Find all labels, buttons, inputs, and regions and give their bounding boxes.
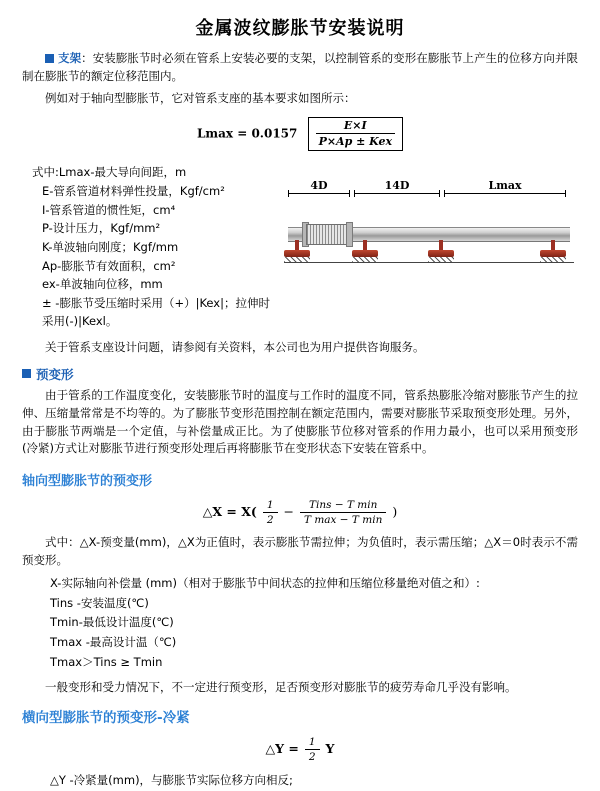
legend-item: E-管系管道材料弹性投量，Kgf/cm² xyxy=(42,184,225,199)
legend-item: I-管系管道的惯性矩，cm⁴ xyxy=(42,202,176,217)
formula-lateral-coldpull xyxy=(22,736,578,763)
formula-lmax xyxy=(22,117,578,151)
ground-line xyxy=(284,262,574,263)
diagram-column xyxy=(278,157,578,299)
formula-axial-rhs: ) xyxy=(392,504,398,520)
formula-axial-minus: − xyxy=(283,504,294,520)
blue-square-bullet-icon xyxy=(22,369,31,378)
legend-column xyxy=(22,157,272,335)
axial-variable-line: X-实际轴向补偿量 (mm)（相对于膨胀节中间状态的拉伸和压缩位移量绝对值之和）: xyxy=(50,575,480,590)
formula-lmax-denominator: P×Ap ± Kex xyxy=(318,135,393,149)
pipe-assembly xyxy=(278,207,574,271)
formula-lmax-numerator: E×I xyxy=(316,119,395,134)
formula-lateral-half: $\frac{1}{2}$ xyxy=(305,736,320,763)
legend-item: P-设计压力，Kgf/mm² xyxy=(42,221,161,236)
legend-item: K-单波轴向刚度；Kgf/mm xyxy=(42,239,179,254)
axial-variable-line: Tins -安装温度(℃) xyxy=(50,595,149,610)
pipe-support-diagram xyxy=(278,179,574,299)
bracket-section-example: 例如对于轴向型膨胀节，它对管系支座的基本要求如图所示： xyxy=(45,90,356,105)
axial-formula-explanation: 式中：△X-预变量(mm)，△X为正值时，表示膨胀节需拉伸；为负值时，表示需压缩；△X＝0时表示不需预变形。 xyxy=(22,535,578,567)
dimension-line xyxy=(288,193,350,194)
dimension-14d: 14D xyxy=(354,179,440,194)
predeform-paragraph: 由于管系的工作温度变化，安装膨胀节时的温度与工作时的温度不同，管系热膨胀冷缩对膨胀节产生的拉伸、压缩量常常是不均等的。为了膨胀节变形范围控制在额定范围内，需要对膨胀节采取预变形处理。另外，由于膨胀节两端是一个定值，与补偿量成正比。为了使膨胀节位移对管系的作用力最小，也可以采用预变形(冷紧)方式让对膨胀节进行预变形处理后再将膨胀节在变形状态下安装在管系中。 xyxy=(22,387,578,456)
axial-variable-line: Tmax＞Tins ≥ Tmin xyxy=(50,654,163,669)
document-page xyxy=(0,14,600,788)
predeform-section-heading xyxy=(22,365,578,383)
bracket-section-text: 安装膨胀节时必须在管系上安装必要的支架，以控制管系的变形在膨胀节上产生的位移方向并限制在膨胀节的额定位移范围内。 xyxy=(22,51,579,83)
bracket-section-paragraph: 支架：安装膨胀节时必须在管系上安装必要的支架，以控制管系的变形在膨胀节上产生的位移方向并限制在膨胀节的额定位移范围内。 xyxy=(22,51,579,83)
support-icon xyxy=(352,240,378,262)
page-title: 金属波纹膨胀节安装说明 xyxy=(195,18,405,39)
axial-predeform-heading: 轴向型膨胀节的预变形 xyxy=(22,474,153,490)
formula-lateral-lhs: △Y = xyxy=(265,741,299,757)
legend-item: 式中:Lmax-最大导向间距，m xyxy=(32,165,187,180)
legend-and-diagram xyxy=(22,157,578,335)
dimension-line xyxy=(354,193,440,194)
lateral-predeform-heading: 横向型膨胀节的预变形-冷紧 xyxy=(22,710,190,727)
legend-item: ± -膨胀节受压缩时采用（+）|Kex|；拉伸时采用(-)|Kexl。 xyxy=(42,295,270,329)
document-body xyxy=(0,50,600,791)
formula-axial-half: $\frac{1}{2}$ xyxy=(263,499,278,526)
formula-axial-predeform xyxy=(22,499,578,526)
formula-lateral-rhs: Y xyxy=(325,741,335,757)
support-icon xyxy=(428,240,454,262)
support-icon xyxy=(284,240,310,262)
formula-axial-ratio: Tins − T min T max − T min xyxy=(300,499,386,526)
dimension-lmax: Lmax xyxy=(444,179,566,194)
formula-axial-lhs: △X = X( xyxy=(202,504,257,520)
legend-item: ex-单波轴向位移，mm xyxy=(42,277,163,292)
bellows-expansion-joint-icon xyxy=(306,224,348,245)
formula-lmax-sqrt xyxy=(302,117,403,151)
dimension-4d: 4D xyxy=(288,179,350,194)
diagram-dimensions xyxy=(278,179,574,205)
support-design-note: 关于管系支座设计问题，请参阅有关资料，本公司也为用户提供咨询服务。 xyxy=(45,340,425,355)
lateral-formula-explanation: △Y -冷紧量(mm)，与膨胀节实际位移方向相反; xyxy=(50,773,293,788)
axial-tail-note: 一般变形和受力情况下，不一定进行预变形，足否预变形对膨胀节的疲劳寿命几乎没有影响。 xyxy=(45,679,517,694)
axial-variable-line: Tmin-最低设计温度(℃) xyxy=(50,615,174,630)
predeform-heading-label: 预变形 xyxy=(36,366,74,382)
legend-item: Ap-膨胀节有效面积，cm² xyxy=(42,258,176,273)
axial-variable-line: Tmax -最高设计温（℃) xyxy=(50,635,177,650)
support-icon xyxy=(540,240,566,262)
bracket-section-heading: 支架 xyxy=(58,51,82,65)
dimension-line xyxy=(444,193,566,194)
formula-lmax-lhs: Lmax = 0.0157 xyxy=(196,126,298,141)
legend-list xyxy=(22,163,272,331)
blue-square-bullet-icon xyxy=(45,54,54,63)
